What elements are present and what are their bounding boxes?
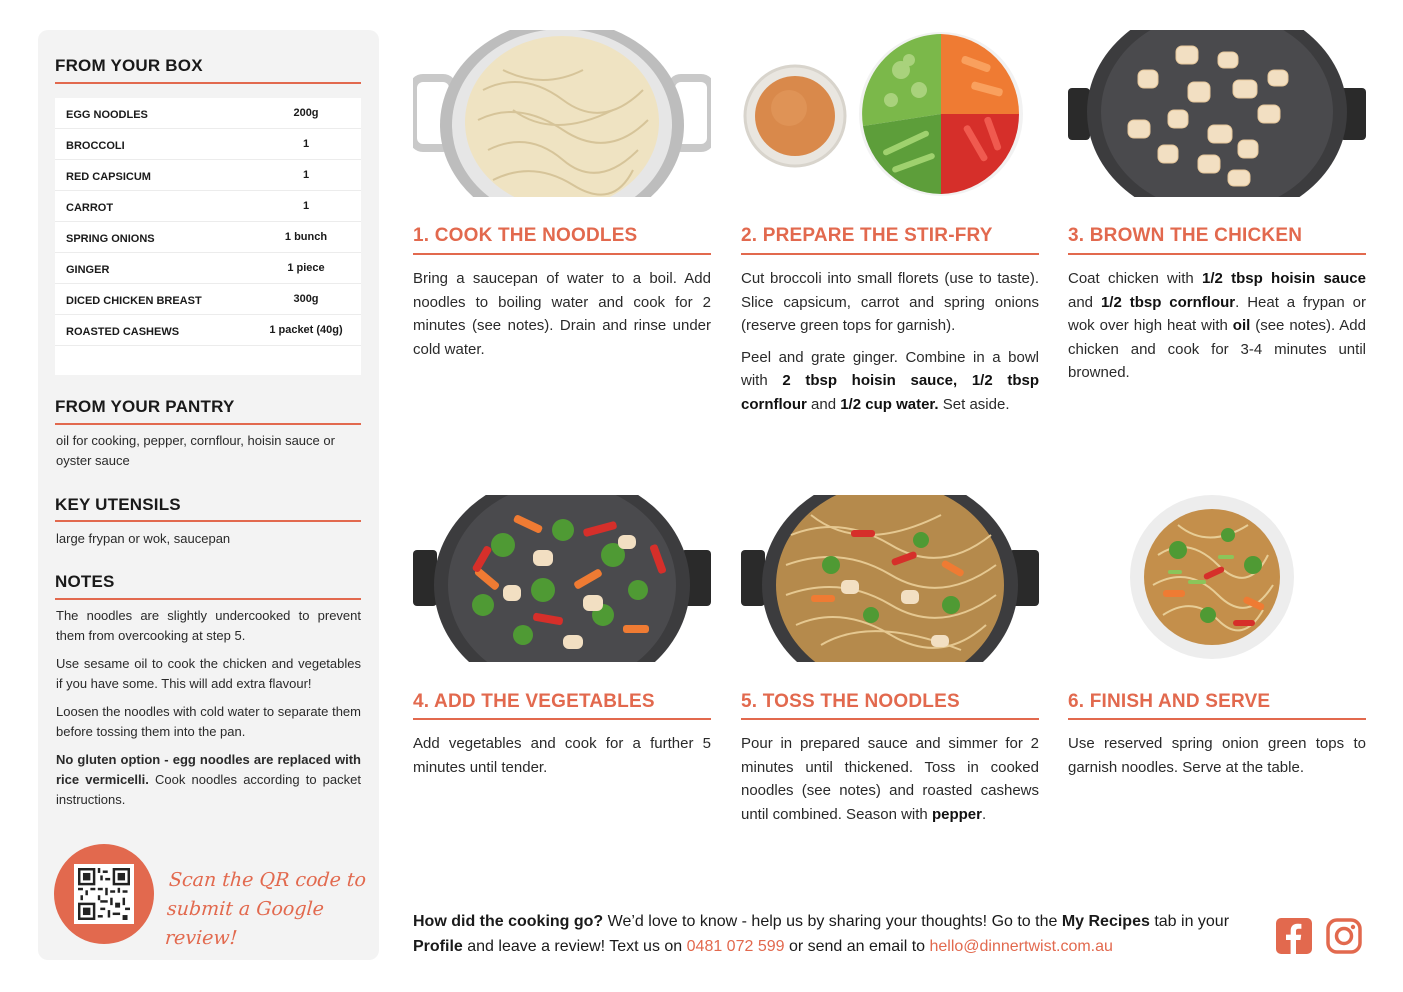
ingredient-name: CARROT: [66, 202, 114, 214]
notes-heading-rule: [55, 598, 361, 600]
utensils-heading: KEY UTENSILS: [55, 495, 181, 514]
step-1-rule: [413, 253, 711, 255]
ingredient-row: [55, 98, 361, 129]
note-bold: No gluten option - egg noodles are replaced with rice vermicelli.: [56, 752, 361, 787]
note-item: The noodles are slightly undercooked to prevent them from overcooking at step 5.: [56, 608, 361, 643]
ingredient-qty: 1 bunch: [284, 231, 328, 243]
text-run: Coat chicken with: [1068, 270, 1202, 287]
step-4-title: 4. ADD THE VEGETABLES: [413, 691, 655, 712]
step-2-body: [741, 267, 1039, 424]
ingredient-qty: 300g: [293, 293, 319, 305]
ingredient-name: SPRING ONIONS: [66, 233, 155, 245]
step-3-para: [1068, 267, 1366, 385]
bold-run: 1/2 cup water.: [840, 395, 939, 413]
step-5-title: 5. TOSS THE NOODLES: [741, 691, 960, 712]
text-run: . Heat a frypan or wok over high heat with: [1068, 293, 1366, 334]
ingredient-name: EGG NOODLES: [66, 109, 148, 121]
note-rest: Cook noodles according to packet instructions.: [56, 772, 361, 807]
step-4-body: Add vegetables and cook for a further 5 minutes until tender.: [413, 735, 711, 776]
text-run: and: [806, 395, 841, 413]
ingredient-row: [55, 191, 361, 222]
sidebar: [38, 30, 379, 960]
step-6-title: 6. FINISH AND SERVE: [1068, 691, 1271, 712]
utensils-heading-rule: [55, 520, 361, 522]
note-item: Loosen the noodles with cold water to separate them before tossing them into the pan.: [56, 704, 361, 739]
box-heading: FROM YOUR BOX: [55, 56, 203, 75]
step-4-photo: [413, 495, 711, 662]
step-6-photo: [1068, 495, 1366, 662]
qr-caption-line: Scan the QR code to: [168, 869, 367, 891]
step-2-para: Cut broccoli into small florets (use to taste). Slice capsicum, carrot and spring onions (reserve green tops for garnish).: [741, 270, 1039, 334]
text-run: We’d love to know - help us by sharing your thoughts! Go to the: [603, 913, 1062, 930]
step-5-para: [741, 732, 1039, 826]
pantry-heading: FROM YOUR PANTRY: [55, 397, 235, 416]
ingredient-qty: 1: [302, 200, 310, 212]
ingredient-name: RED CAPSICUM: [66, 171, 151, 183]
instagram-icon[interactable]: [1326, 918, 1362, 954]
text-run: Pour in prepared sauce and simmer for 2 minutes until thickened. Toss in cooked noodles (see notes) and roasted cashews until combined. Season with: [741, 735, 1039, 823]
step-5-body: [741, 732, 1039, 834]
text-run: and: [1068, 293, 1101, 311]
facebook-icon[interactable]: [1276, 918, 1312, 954]
step-2-title: 2. PREPARE THE STIR-FRY: [741, 225, 993, 246]
step-3-title: 3. BROWN THE CHICKEN: [1068, 225, 1303, 246]
bold-run: My Recipes: [1061, 913, 1150, 930]
ingredient-row: [55, 284, 361, 315]
ingredient-qty: 200g: [293, 107, 319, 119]
utensils-text: large frypan or wok, saucepan: [56, 531, 231, 546]
bold-run: pepper: [931, 805, 982, 823]
step-5-rule: [741, 718, 1039, 720]
qr-caption: [164, 866, 370, 953]
text-run: .: [981, 805, 987, 823]
ingredient-row: [55, 129, 361, 160]
ingredient-row: [55, 160, 361, 191]
ingredient-name: DICED CHICKEN BREAST: [66, 295, 202, 307]
ingredient-name: BROCCOLI: [66, 140, 125, 152]
step-1-body: Bring a saucepan of water to a boil. Add noodles to boiling water and cook for 2 minutes (see notes). Drain and rinse under cold water.: [413, 270, 711, 358]
email-link[interactable]: hello@dinnertwist.com.au: [929, 938, 1113, 955]
ingredient-row: [55, 253, 361, 284]
bold-run: 1/2 tbsp hoisin sauce: [1202, 270, 1366, 287]
ingredient-name: ROASTED CASHEWS: [66, 326, 180, 338]
step-6-body: Use reserved spring onion green tops to garnish noodles. Serve at the table.: [1068, 735, 1366, 776]
step-2-photo: [741, 30, 1039, 197]
ingredient-qty: 1 piece: [287, 262, 325, 274]
step-1-photo: [413, 30, 711, 197]
note-item: Use sesame oil to cook the chicken and vegetables if you have some. This will add extra flavour!: [56, 656, 361, 691]
notes-heading: NOTES: [55, 572, 115, 591]
bold-run: oil: [1232, 317, 1251, 334]
ingredient-row: [55, 315, 361, 346]
step-6-rule: [1068, 718, 1366, 720]
qr-caption-line: submit a Google review!: [164, 898, 325, 949]
text-run: (see notes). Add chicken and cook for 3-4 minutes until browned.: [1068, 317, 1366, 381]
step-3-body: [1068, 267, 1366, 393]
bold-run: How did the cooking go?: [413, 913, 604, 930]
text-run: Set aside.: [938, 395, 1010, 413]
ingredient-qty: 1: [302, 169, 310, 181]
ingredient-qty: 1 packet (40g): [269, 324, 343, 336]
ingredients-table: [55, 98, 361, 375]
box-heading-rule: [55, 82, 361, 84]
note-item: [56, 750, 361, 810]
pantry-text: oil for cooking, pepper, cornflour, hoisin sauce or oyster sauce: [56, 433, 335, 468]
review-prompt: [413, 909, 1258, 959]
ingredient-qty: 1: [302, 138, 310, 150]
step-5-photo: [741, 495, 1039, 662]
step-1-title: 1. COOK THE NOODLES: [413, 225, 638, 246]
ingredient-name: GINGER: [66, 264, 110, 276]
text-run: Peel and grate ginger. Combine in a bowl with: [741, 348, 1039, 389]
notes-list: [56, 606, 361, 818]
phone-link[interactable]: 0481 072 599: [686, 938, 785, 955]
step-4-rule: [413, 718, 711, 720]
bold-run: 1/2 tbsp cornflour: [1100, 293, 1236, 311]
step-2-para: [741, 346, 1039, 417]
text-run: tab in your: [1149, 913, 1230, 930]
qr-code-icon[interactable]: [74, 864, 134, 924]
qr-badge[interactable]: [54, 844, 154, 944]
bold-run: Profile: [413, 938, 463, 955]
step-2-rule: [741, 253, 1039, 255]
step-3-rule: [1068, 253, 1366, 255]
text-run: and leave a review! Text us on: [462, 938, 687, 955]
pantry-heading-rule: [55, 423, 361, 425]
bold-run: 2 tbsp hoisin sauce, 1/2 tbsp cornflour: [741, 372, 1039, 413]
ingredient-row: [55, 222, 361, 253]
step-3-photo: [1068, 30, 1366, 197]
text-run: or send an email to: [784, 938, 930, 955]
